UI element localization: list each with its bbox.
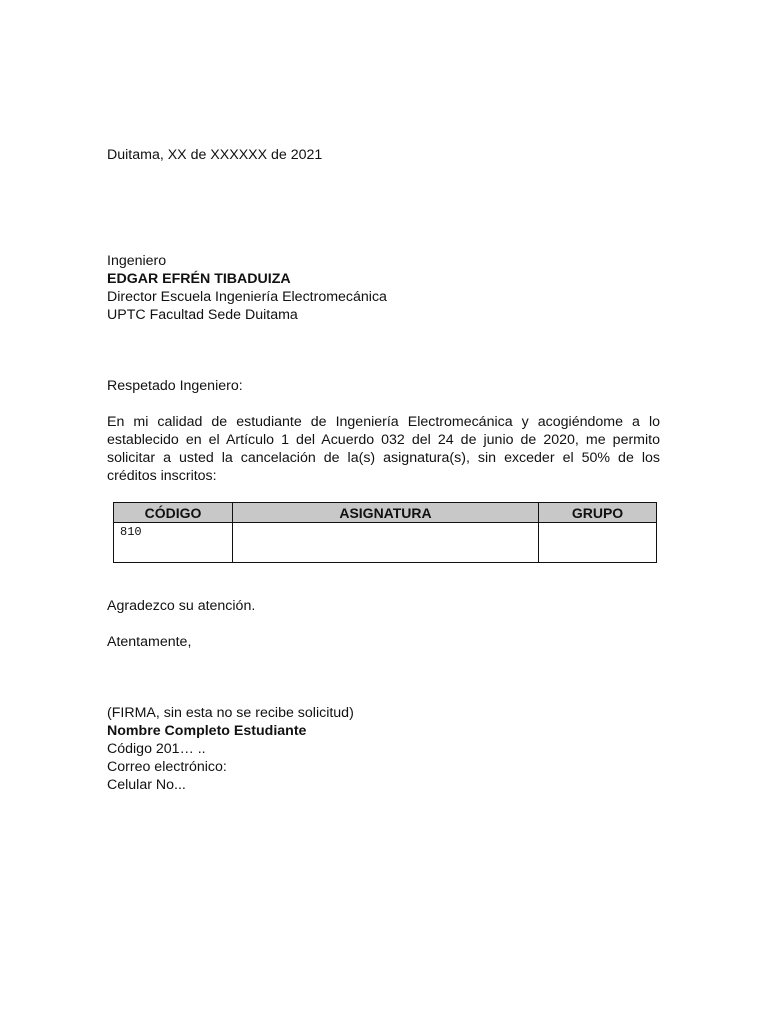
recipient-name: EDGAR EFRÉN TIBADUIZA	[107, 271, 291, 287]
header-asignatura: ASIGNATURA	[233, 503, 539, 523]
cell-codigo[interactable]: 810	[114, 523, 233, 563]
signature-note: (FIRMA, sin esta no se recibe solicitud)	[107, 705, 354, 721]
date-text: Duitama, XX de XXXXXX de 2021	[107, 147, 323, 163]
body-paragraph: En mi calidad de estudiante de Ingeniería Electromecánica y acogiéndome a lo establecido en el Artículo 1 del Acuerdo 032 del 24 de junio de 2020, me permito solicitar a usted la cancelación de la(s) asignatura(s), sin exceder el 50% de los créditos inscritos:	[107, 414, 660, 484]
courses-table	[113, 502, 657, 563]
table-header-row	[114, 503, 657, 523]
thanks-line	[107, 597, 255, 615]
recipient-block	[107, 252, 387, 324]
header-codigo: CÓDIGO	[114, 503, 233, 523]
recipient-institution: UPTC Facultad Sede Duitama	[107, 307, 298, 323]
header-grupo: GRUPO	[539, 503, 657, 523]
date-line	[107, 146, 322, 164]
table-row	[114, 523, 657, 563]
thanks-text: Agradezco su atención.	[107, 598, 256, 614]
cell-asignatura[interactable]	[233, 523, 539, 563]
recipient-position: Director Escuela Ingeniería Electromecánica	[107, 289, 387, 305]
closing-line	[107, 633, 191, 651]
salutation-text: Respetado Ingeniero:	[107, 378, 243, 394]
student-name: Nombre Completo Estudiante	[107, 723, 307, 739]
cell-grupo[interactable]	[539, 523, 657, 563]
signature-block	[107, 704, 354, 794]
closing-text: Atentamente,	[107, 634, 192, 650]
recipient-title: Ingeniero	[107, 253, 167, 269]
student-phone: Celular No...	[107, 777, 186, 793]
salutation	[107, 377, 243, 395]
student-email: Correo electrónico:	[107, 759, 227, 775]
student-code: Código 201… ..	[107, 741, 206, 757]
